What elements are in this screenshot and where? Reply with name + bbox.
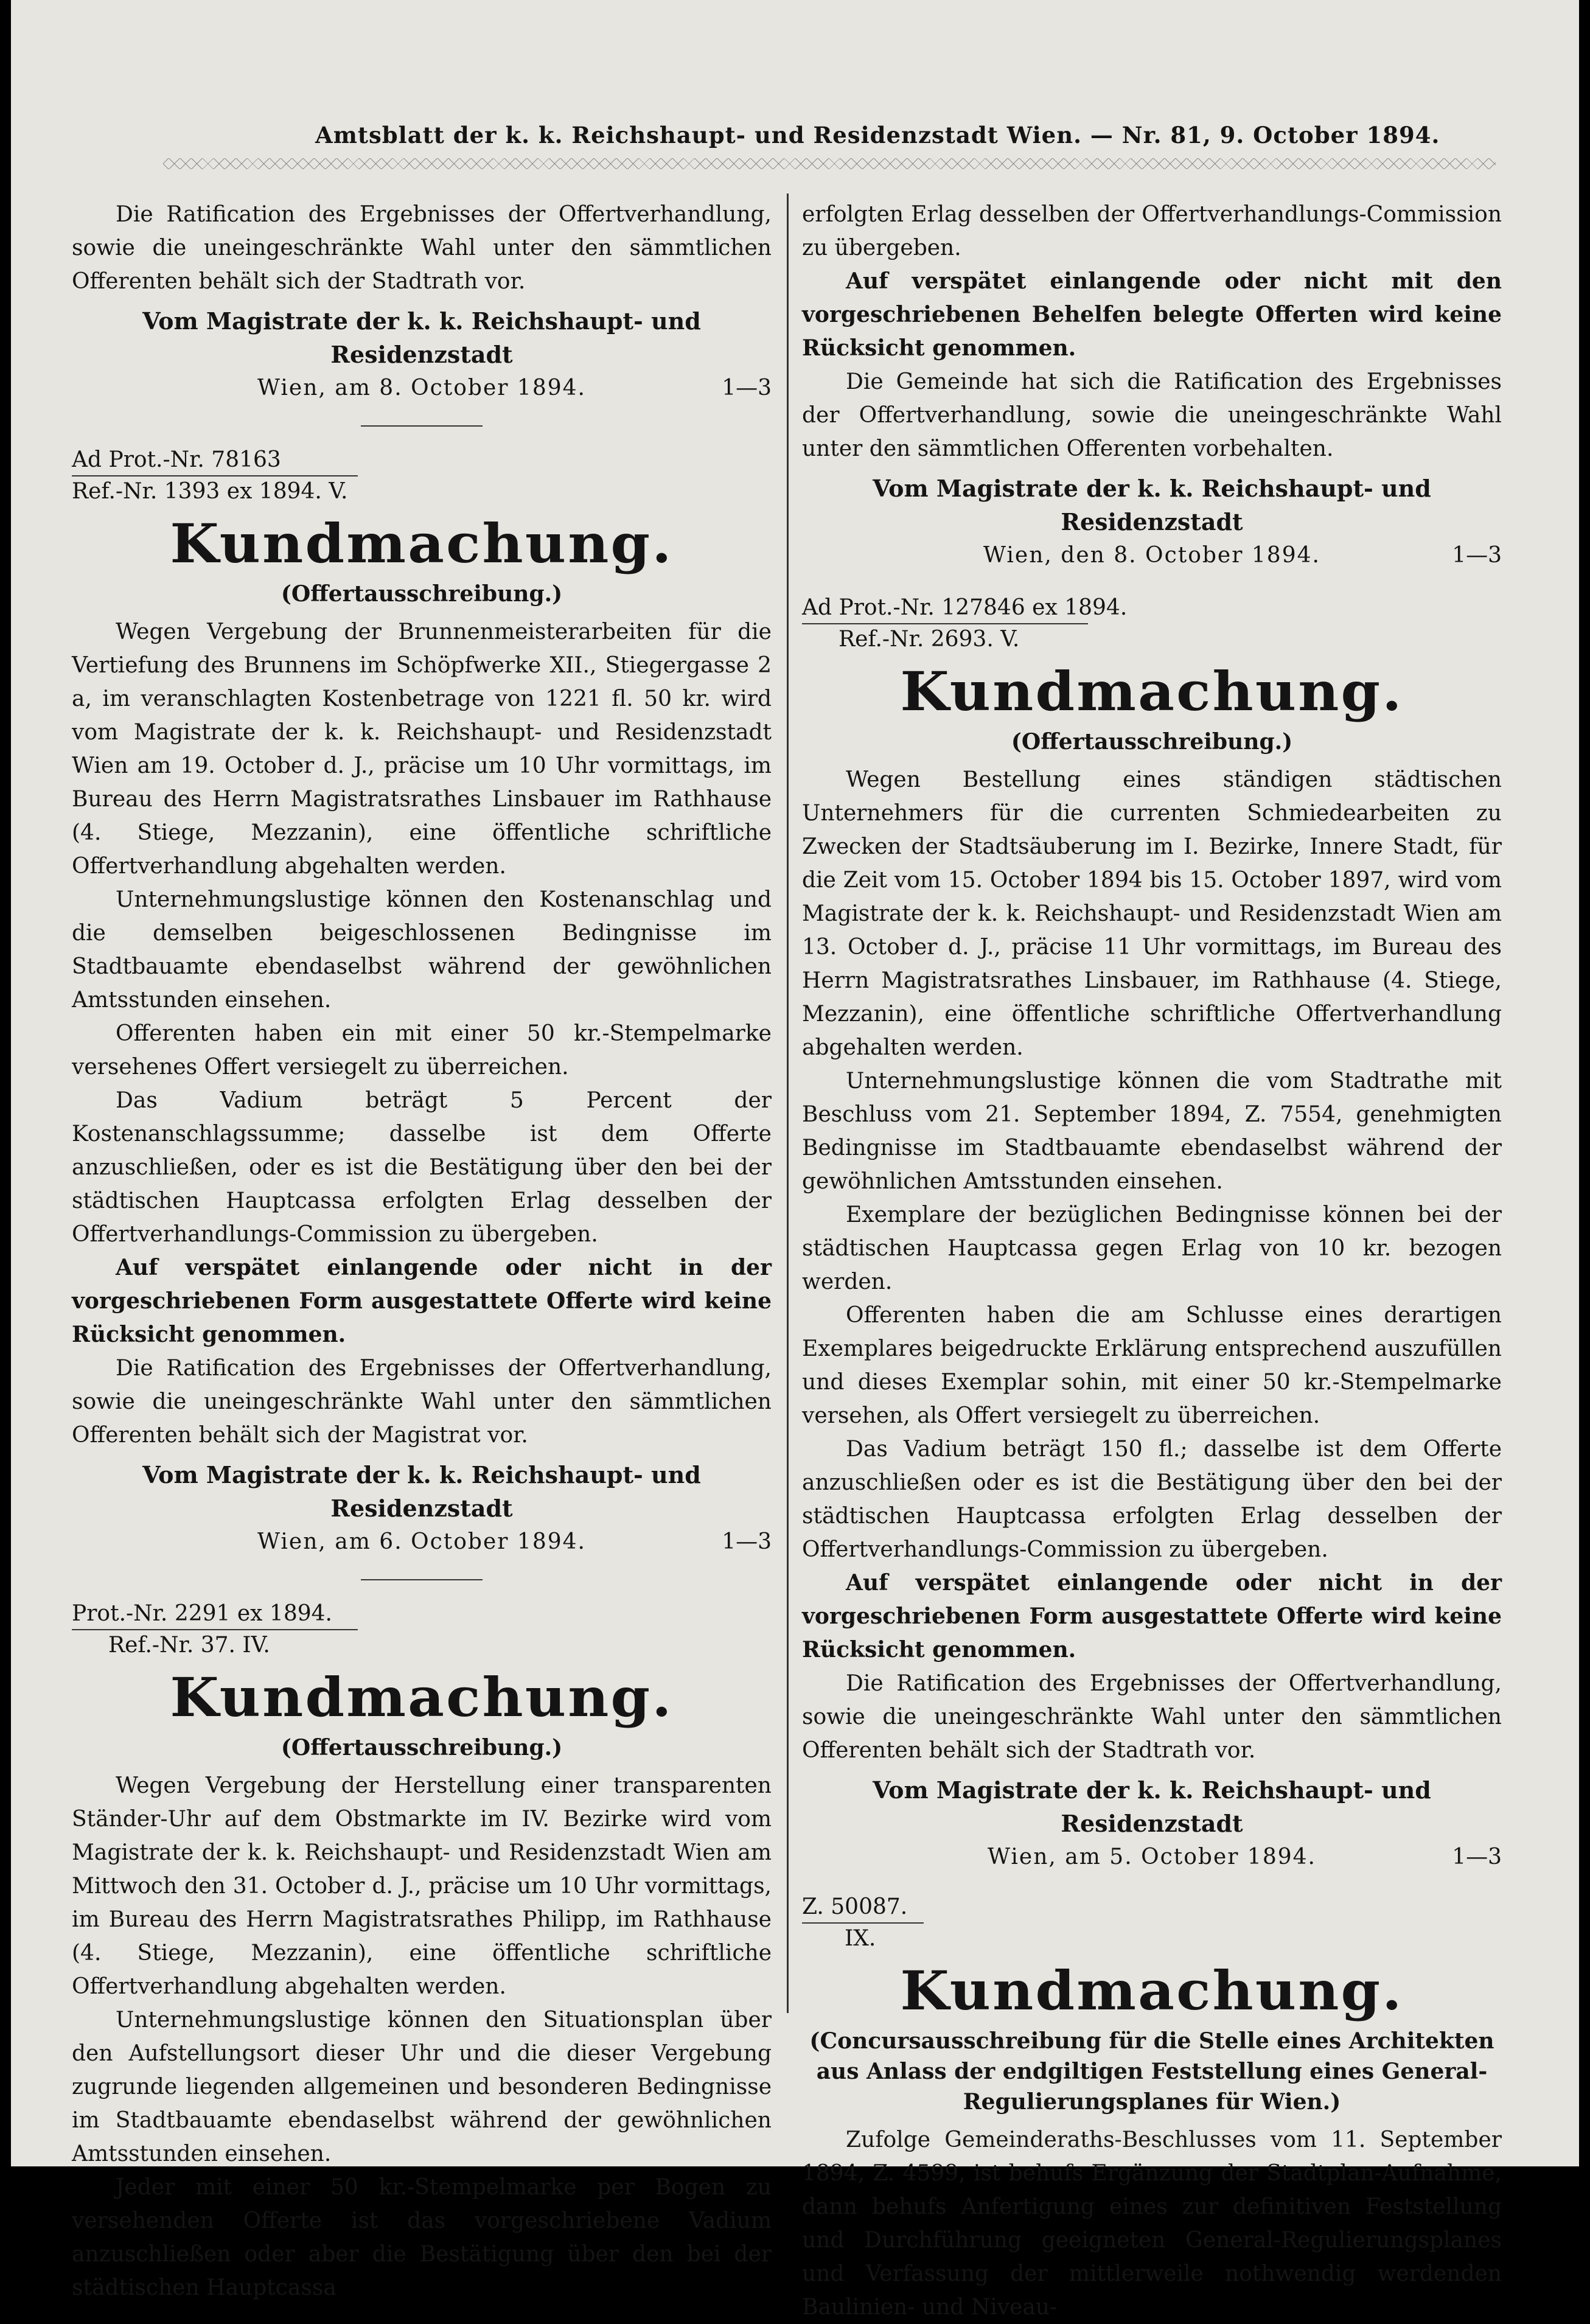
right-top-p2: Auf verspätet einlangende oder nicht mit den vorgeschriebenen Behelfen belegte Offerten wird keine Rücksicht genommen. <box>802 268 1502 361</box>
ref-line-2: IX. <box>845 1926 876 1951</box>
notice4-refs <box>802 1892 1502 1954</box>
issue-number: 1—3 <box>1452 1844 1502 1869</box>
notice4-p1: Zufolge Gemeinderaths-Beschlusses vom 11. September 1894, Z. 4599, ist behufs Ergänzung der Stadtplan-Aufnahme, dann behufs Anfertigung eines zur definitiven Feststellung und Durchführung geeigneten General-Regulierungsplanes und Verfassung der mittlerweile nothwendig werdenden Baulinien- und Niveau- <box>802 2127 1502 2320</box>
notice2-refs <box>72 1599 772 1661</box>
notice2-p1: Wegen Vergebung der Herstellung einer transparenten Ständer-Uhr auf dem Obstmarkte im IV. Bezirke wird vom Magistrate der k. k. Reichshaupt- und Residenzstadt Wien am Mittwoch den 31. October d. J., präcise um 10 Uhr vormittags, im Bureau des Herrn Magistratsrathes Philipp, im Rathhause (4. Stiege, Mezzanin), eine öffentliche schriftliche Offertverhandlung abgehalten werden. <box>72 1773 772 1999</box>
left-column <box>72 198 772 2305</box>
notice1-place-date <box>72 1525 772 1558</box>
left-top-signature: Vom Magistrate der k. k. Reichshaupt- und Residenzstadt <box>142 307 701 368</box>
notice3-p2: Unternehmungslustige können die vom Stadtrathe mit Beschluss vom 21. September 1894, Z. 7554, genehmigten Bedingnisse im Stadtbauamte ebendaselbst während der gewöhnlichen Amtsstunden einsehen. <box>802 1069 1502 1194</box>
left-top-paragraph: Die Ratification des Ergebnisses der Offertverhandlung, sowie die uneingeschränkte Wahl unter den sämmtlichen Offerenten behält sich der Stadtrath vor. <box>72 202 772 294</box>
notice4-subtitle: (Concursausschreibung für die Stelle eines Architekten aus Anlass der endgiltigen Feststellung eines General-Regulierungsplanes für Wien.) <box>809 2028 1494 2115</box>
notice1-subtitle: (Offertausschreibung.) <box>281 581 563 607</box>
ref-line-1: Ad Prot.-Nr. 78163 <box>72 447 281 472</box>
notice2-p3: Jeder mit einer 50 kr.-Stempelmarke per Bogen zu versehenden Offerte ist das vorgeschriebene Vadium anzuschließen oder aber die Bestätigung über den bei der städtischen Hauptcassa <box>72 2175 772 2300</box>
notice1-p5: Auf verspätet einlangende oder nicht in der vorgeschriebenen Form ausgestattete Offerte wird keine Rücksicht genommen. <box>72 1255 772 1347</box>
left-top-place-date <box>72 371 772 405</box>
notice4-title: Kundmachung. <box>900 1959 1404 2022</box>
notice3-p5: Das Vadium beträgt 150 fl.; dasselbe ist dem Offerte anzuschließen oder es ist die Bestätigung über den bei der städtischen Hauptcassa erfolgten Erlag desselben der Offertverhandlungs-Commission zu übergeben. <box>802 1437 1502 1562</box>
notice3-p3: Exemplare der bezüglichen Bedingnisse können bei der städtischen Hauptcassa gegen Erlag von 10 kr. bezogen werden. <box>802 1202 1502 1294</box>
ref-line-2: Ref.-Nr. 2693. V. <box>839 627 1020 652</box>
notice3-p7: Die Ratification des Ergebnisses der Offertverhandlung, sowie die uneingeschränkte Wahl unter den sämmtlichen Offerenten behält sich der Stadtrath vor. <box>802 1671 1502 1763</box>
notice3-subtitle: (Offertausschreibung.) <box>1011 729 1293 755</box>
issue-number: 1—3 <box>722 375 772 400</box>
place-date: Wien, am 6. October 1894. <box>257 1529 586 1554</box>
column-divider <box>787 194 789 2013</box>
ref-line-1: Z. 50087. <box>802 1894 908 1919</box>
notice1-p6: Die Ratification des Ergebnisses der Offertverhandlung, sowie die uneingeschränkte Wahl unter den sämmtlichen Offerenten behält sich der Magistrat vor. <box>72 1356 772 1448</box>
ref-line-2: Ref.-Nr. 1393 ex 1894. V. <box>72 479 348 504</box>
right-top-place-date <box>802 539 1502 572</box>
right-top-p1: erfolgten Erlag desselben der Offertverhandlungs-Commission zu übergeben. <box>802 202 1502 260</box>
notice3-p4: Offerenten haben die am Schlusse eines derartigen Exemplares beigedruckte Erklärung entsprechend auszufüllen und dieses Exemplar sohin, mit einer 50 kr.-Stempelmarke versehen, als Offert versiegelt zu überreichen. <box>802 1303 1502 1428</box>
right-top-p3: Die Gemeinde hat sich die Ratification des Ergebnisses der Offertverhandlung, sowie die uneingeschränkte Wahl unter den sämmtlichen Offerenten vorbehalten. <box>802 369 1502 461</box>
place-date: Wien, am 5. October 1894. <box>988 1844 1316 1869</box>
notice3-title: Kundmachung. <box>900 660 1404 723</box>
right-top-signature: Vom Magistrate der k. k. Reichshaupt- und Residenzstadt <box>873 475 1431 536</box>
notice3-signature: Vom Magistrate der k. k. Reichshaupt- und Residenzstadt <box>873 1776 1431 1837</box>
ref-line-1: Prot.-Nr. 2291 ex 1894. <box>72 1601 332 1626</box>
notice2-title: Kundmachung. <box>170 1666 674 1729</box>
ref-line-1: Ad Prot.-Nr. 127846 ex 1894. <box>802 595 1128 620</box>
notice3-refs <box>802 593 1502 655</box>
notice1-refs <box>72 445 772 507</box>
notice1-p1: Wegen Vergebung der Brunnenmeisterarbeiten für die Vertiefung des Brunnens im Schöpfwerke XII., Stiegergasse 2 a, im veranschlagten Kostenbetrage von 1221 fl. 50 kr. wird vom Magistrate der k. k. Reichshaupt- und Residenzstadt Wien am 19. October d. J., präcise um 10 Uhr vormittags, im Bureau des Herrn Magistratsrathes Linsbauer im Rathhause (4. Stiege, Mezzanin), eine öffentliche schriftliche Offertverhandlung abgehalten werden. <box>72 619 772 879</box>
right-column <box>802 198 1502 2324</box>
notice1-p3: Offerenten haben ein mit einer 50 kr.-Stempelmarke versehenes Offert versiegelt zu überreichen. <box>72 1021 772 1080</box>
place-date: Wien, am 8. October 1894. <box>257 375 586 400</box>
issue-number: 1—3 <box>722 1529 772 1554</box>
notice1-p2: Unternehmungslustige können den Kostenanschlag und die demselben beigeschlossenen Bedingnisse im Stadtbauamte ebendaselbst während der gewöhnlichen Amtsstunden einsehen. <box>72 887 772 1013</box>
ref-line-2: Ref.-Nr. 37. IV. <box>108 1633 270 1658</box>
separator-rule <box>361 425 483 427</box>
notice1-p4: Das Vadium beträgt 5 Percent der Kostenanschlagssumme; dasselbe ist dem Offerte anzuschließen, oder es ist die Bestätigung über den bei der städtischen Hauptcassa erfolgten Erlag desselben der Offertverhandlungs-Commission zu übergeben. <box>72 1088 772 1247</box>
notice3-p1: Wegen Bestellung eines ständigen städtischen Unternehmers für die currenten Schmiedearbeiten zu Zwecken der Stadtsäuberung im I. Bezirke, Innere Stadt, für die Zeit vom 15. October 1894 bis 15. October 1897, wird vom Magistrate der k. k. Reichshaupt- und Residenzstadt Wien am 13. October d. J., präcise 11 Uhr vormittags, im Bureau des Herrn Magistratsrathes Linsbauer, im Rathhause (4. Stiege, Mezzanin), eine öffentliche schriftliche Offertverhandlung abgehalten werden. <box>802 767 1502 1060</box>
newspaper-page <box>11 0 1579 2320</box>
notice2-subtitle: (Offertausschreibung.) <box>281 1735 563 1760</box>
page-header: Amtsblatt der k. k. Reichshaupt- und Residenzstadt Wien. — Nr. 81, 9. October 1894. <box>315 122 1440 148</box>
issue-number: 1—3 <box>1452 543 1502 568</box>
separator-rule <box>361 1579 483 1580</box>
place-date: Wien, den 8. October 1894. <box>983 543 1320 568</box>
notice1-signature: Vom Magistrate der k. k. Reichshaupt- und Residenzstadt <box>142 1461 701 1522</box>
notice2-p2: Unternehmungslustige können den Situationsplan über den Aufstellungsort dieser Uhr und die dieser Vergebung zugrunde liegenden allgemeinen und besonderen Bedingnisse im Stadtbauamte ebendaselbst während der gewöhnlichen Amtsstunden einsehen. <box>72 2008 772 2166</box>
notice3-p6: Auf verspätet einlangende oder nicht in der vorgeschriebenen Form ausgestattete Offerte wird keine Rücksicht genommen. <box>802 1570 1502 1663</box>
header-wavy-rule <box>163 158 1496 169</box>
notice1-title: Kundmachung. <box>170 512 674 575</box>
notice3-place-date <box>802 1840 1502 1874</box>
